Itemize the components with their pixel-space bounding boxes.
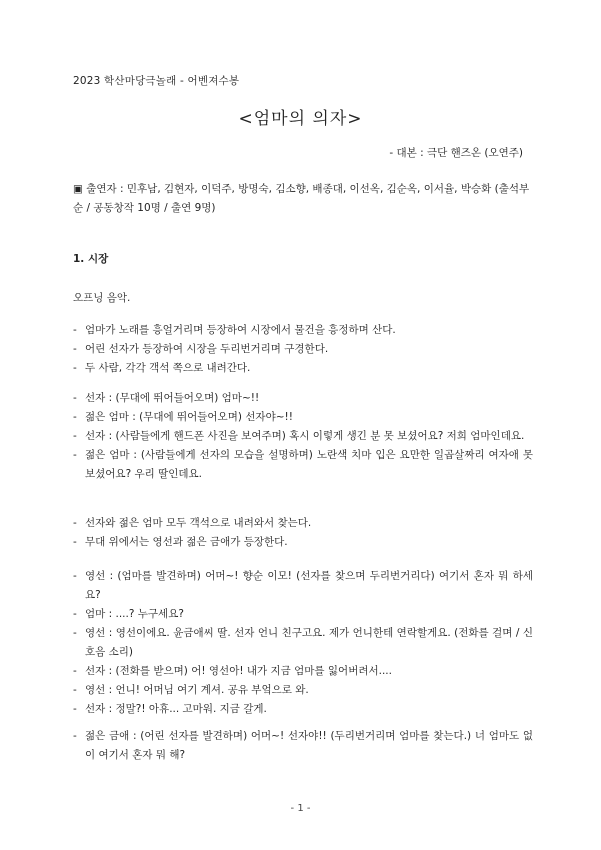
list-item: - 영선 : 영선이에요. 윤금애씨 딸. 선자 언니 친구고요. 제가 언니한테 연락할게요. (전화를 걸며 / 신호음 소리) bbox=[73, 624, 533, 662]
list-item: - 선자 : (무대에 뛰어들어오며) 엄마~!! bbox=[73, 389, 533, 408]
list-item: - 선자 : 정말?! 아휴... 고마워. 지금 갈게. bbox=[73, 700, 533, 719]
page-number: - 1 - bbox=[290, 803, 311, 814]
list-item: - 무대 위에서는 영선과 젊은 금애가 등장한다. bbox=[73, 533, 533, 552]
list-item: - 두 사람, 각각 객석 쪽으로 내려간다. bbox=[73, 359, 533, 378]
section-heading: 1. 시장 bbox=[73, 253, 109, 265]
paragraph-group bbox=[73, 514, 533, 552]
script-author: - 대본 : 극단 핸즈온 (오연주) bbox=[389, 147, 523, 159]
paragraph-group bbox=[73, 567, 533, 719]
list-item: - 젊은 엄마 : (무대에 뛰어들어오며) 선자야~!! bbox=[73, 408, 533, 427]
cast-list: ▣ 출연자 : 민후남, 김현자, 이덕주, 방명숙, 김소향, 배종대, 이선옥, 김순옥, 이서율, 박승화 (출석부 순 / 공동창작 10명 / 출연 9명) bbox=[73, 183, 530, 214]
list-item: - 젊은 금애 : (어린 선자를 발견하며) 어머~! 선자야!! (두리번거리며 엄마를 찾는다.) 너 엄마도 없이 여기서 혼자 뭐 해? bbox=[73, 727, 533, 765]
bullet-dash: - bbox=[73, 703, 77, 715]
paragraph-group bbox=[73, 321, 533, 378]
paragraph-group bbox=[73, 727, 533, 765]
script-title: <엄마의 의자> bbox=[238, 109, 363, 129]
bullet-dash: - bbox=[73, 570, 77, 582]
bullet-dash: - bbox=[73, 608, 77, 620]
document-header: 2023 학산마당극놀래 - 어벤져수봉 bbox=[73, 75, 240, 87]
list-item: - 영선 : (엄마를 발견하며) 어머~! 향순 이모! (선자를 찾으며 두리번거리다) 여기서 혼자 뭐 하세요? bbox=[73, 567, 533, 605]
bullet-dash: - bbox=[73, 343, 77, 355]
bullet-dash: - bbox=[73, 411, 77, 423]
list-item: - 선자 : (전화를 받으며) 어! 영선아! 내가 지금 엄마를 잃어버려서.... bbox=[73, 662, 533, 681]
bullet-dash: - bbox=[73, 627, 77, 639]
bullet-dash: - bbox=[73, 730, 77, 742]
list-item: - 선자 : (사람들에게 핸드폰 사진을 보여주며) 혹시 이렇게 생긴 분 못 보셨어요? 저희 엄마인데요. bbox=[73, 427, 533, 446]
list-item: - 선자와 젊은 엄마 모두 객석으로 내려와서 찾는다. bbox=[73, 514, 533, 533]
list-item: - 어린 선자가 등장하여 시장을 두리번거리며 구경한다. bbox=[73, 340, 533, 359]
list-item: - 영선 : 언니! 어머님 여기 계셔. 공유 부엌으로 와. bbox=[73, 681, 533, 700]
list-item: - 엄마가 노래를 흥얼거리며 등장하여 시장에서 물건을 흥정하며 산다. bbox=[73, 321, 533, 340]
bullet-dash: - bbox=[73, 449, 77, 461]
paragraph-group bbox=[73, 389, 533, 484]
bullet-dash: - bbox=[73, 392, 77, 404]
intro-line: 오프닝 음악. bbox=[73, 292, 131, 304]
bullet-dash: - bbox=[73, 536, 77, 548]
bullet-dash: - bbox=[73, 665, 77, 677]
list-item: - 엄마 : ....? 누구세요? bbox=[73, 605, 533, 624]
list-item: - 젊은 엄마 : (사람들에게 선자의 모습을 설명하며) 노란색 치마 입은 요만한 일곱살짜리 여자애 못 보셨어요? 우리 딸인데요. bbox=[73, 446, 533, 484]
bullet-dash: - bbox=[73, 324, 77, 336]
bullet-dash: - bbox=[73, 517, 77, 529]
bullet-dash: - bbox=[73, 362, 77, 374]
bullet-dash: - bbox=[73, 430, 77, 442]
bullet-dash: - bbox=[73, 684, 77, 696]
